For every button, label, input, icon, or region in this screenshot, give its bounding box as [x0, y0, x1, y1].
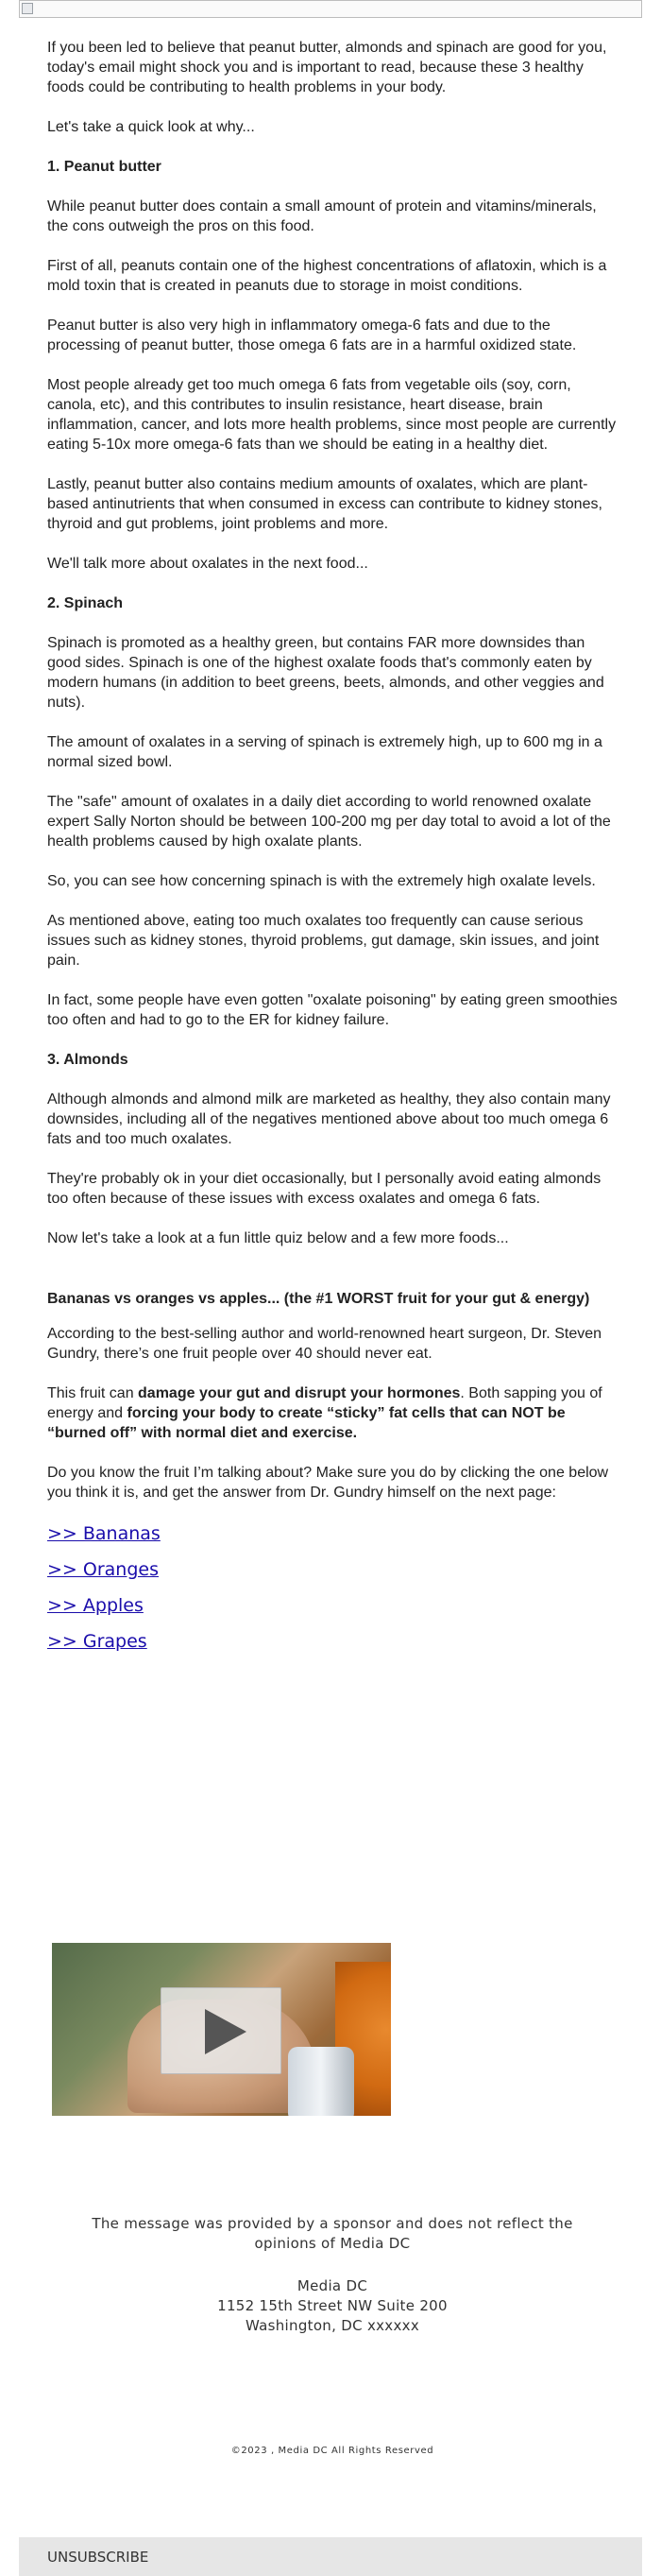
answer-link-bananas[interactable]: >> Bananas: [47, 1523, 161, 1544]
email-body: [47, 38, 618, 1653]
body-paragraph: Most people already get too much omega 6 fats from vegetable oils (soy, corn, canola, etc), and this contributes to insulin resistance, heart disease, brain inflammation, cancer, and lots more health problems, since most people are currently eating 5-10x more omega-6 fats than we should be eating in a healthy diet.: [47, 377, 617, 453]
body-paragraph: While peanut butter does contain a small amount of protein and vitamins/minerals, the cons outweigh the pros on this food.: [47, 198, 597, 234]
ad-paragraph: [47, 1383, 618, 1443]
section-heading-spinach: 2. Spinach: [47, 595, 124, 611]
play-button[interactable]: [161, 1987, 281, 2074]
ad-text: . Both sapping you of energy and: [47, 1385, 602, 1421]
broken-image-icon: [22, 3, 33, 14]
sponsor-disclaimer: The message was provided by a sponsor and does not reflect the opinions of Media DC: [92, 2215, 573, 2252]
unsubscribe-link[interactable]: UNSUBSCRIBE: [47, 2549, 149, 2566]
unsubscribe-bar: [19, 2537, 642, 2576]
body-paragraph: They're probably ok in your diet occasionally, but I personally avoid eating almonds too often because of these issues with excess oxalates and omega 6 fats.: [47, 1171, 602, 1207]
body-paragraph: The "safe" amount of oxalates in a daily diet according to world renowned oxalate expert Sally Norton should be between 100-200 mg per day total to avoid a lot of the health problems caused by high oxalate plants.: [47, 794, 611, 850]
body-paragraph: As mentioned above, eating too much oxalates too frequently can cause serious issues such as kidney stones, thyroid problems, gut damage, skin issues, and joint pain.: [47, 913, 600, 969]
ad-bold-text: damage your gut and disrupt your hormones: [138, 1385, 461, 1401]
company-name: Media DC: [297, 2277, 368, 2294]
body-paragraph: The amount of oxalates in a serving of spinach is extremely high, up to 600 mg in a normal sized bowl.: [47, 734, 602, 770]
body-paragraph: Spinach is promoted as a healthy green, but contains FAR more downsides than good sides. Spinach is one of the highest oxalate foods that's commonly eaten by modern humans (in addition to beet greens, beets, almonds, and other veggies and nuts).: [47, 635, 604, 711]
body-paragraph: So, you can see how concerning spinach is with the extremely high oxalate levels.: [47, 873, 596, 889]
body-paragraph: Although almonds and almond milk are marketed as healthy, they also contain many downsides, including all of the negatives mentioned above about too much omega 6 fats and too much oxalates.: [47, 1091, 611, 1147]
play-icon: [205, 2009, 246, 2054]
body-paragraph: Now let's take a look at a fun little quiz below and a few more foods...: [47, 1230, 509, 1246]
intro-paragraph: Let's take a quick look at why...: [47, 119, 255, 135]
answer-link-apples[interactable]: >> Apples: [47, 1595, 144, 1616]
header-image-broken: [19, 0, 642, 18]
answer-link-oranges[interactable]: >> Oranges: [47, 1559, 159, 1580]
address-line: 1152 15th Street NW Suite 200: [217, 2297, 448, 2314]
intro-paragraph: If you been led to believe that peanut butter, almonds and spinach are good for you, today's email might shock you and is important to read, because these 3 healthy foods could be contributing to health problems in your body.: [47, 40, 607, 95]
video-image-cup: [288, 2047, 354, 2116]
section-heading-peanut-butter: 1. Peanut butter: [47, 159, 161, 175]
address-line: Washington, DC xxxxxx: [245, 2317, 420, 2334]
body-paragraph: In fact, some people have even gotten "oxalate poisoning" by eating green smoothies too often and had to go to the ER for kidney failure.: [47, 992, 618, 1028]
body-paragraph: Lastly, peanut butter also contains medium amounts of oxalates, which are plant-based antinutrients that when consumed in excess can contribute to kidney stones, thyroid and gut problems, joint problems and more.: [47, 476, 602, 532]
body-paragraph: Peanut butter is also very high in inflammatory omega-6 fats and due to the processing of peanut butter, those omega 6 fats are in a harmful oxidized state.: [47, 318, 577, 353]
copyright: ©2023 , Media DC All Rights Reserved: [230, 2446, 434, 2456]
section-heading-almonds: 3. Almonds: [47, 1052, 128, 1068]
body-paragraph: First of all, peanuts contain one of the highest concentrations of aflatoxin, which is a mold toxin that is created in peanuts due to storage in moist conditions.: [47, 258, 607, 294]
ad-paragraph: Do you know the fruit I’m talking about? Make sure you do by clicking the one below you think it is, and get the answer from Dr. Gundry himself on the next page:: [47, 1465, 609, 1501]
video-thumbnail[interactable]: [52, 1943, 391, 2116]
ad-text: This fruit can: [47, 1385, 139, 1401]
body-paragraph: We'll talk more about oxalates in the next food...: [47, 556, 368, 572]
ad-headline: Bananas vs oranges vs apples... (the #1 WORST fruit for your gut & energy): [47, 1291, 590, 1307]
footer: [47, 2214, 618, 2336]
ad-bold-text: forcing your body to create “sticky” fat cells that can NOT be “burned off” with normal diet and exercise.: [47, 1405, 566, 1441]
answer-link-grapes[interactable]: >> Grapes: [47, 1631, 147, 1652]
ad-paragraph: According to the best-selling author and world-renowned heart surgeon, Dr. Steven Gundry, there’s one fruit people over 40 should never eat.: [47, 1326, 602, 1362]
